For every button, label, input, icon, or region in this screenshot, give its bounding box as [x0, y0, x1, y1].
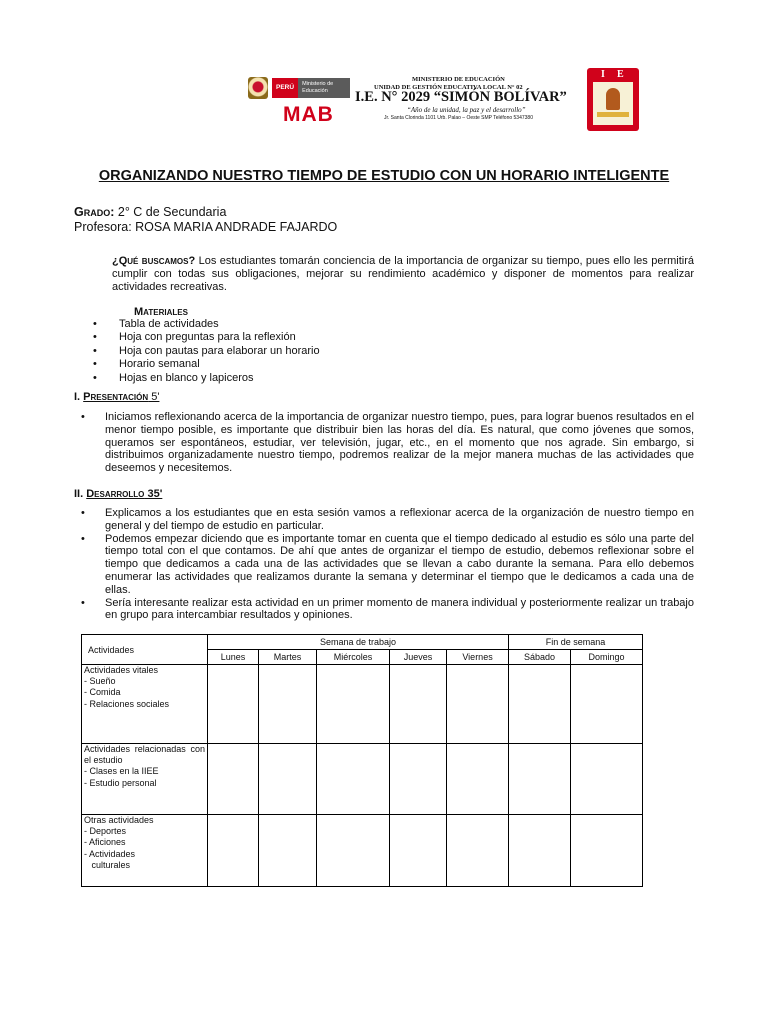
ministry-logo: [248, 77, 350, 99]
day-header: Domingo: [571, 650, 643, 665]
peru-label: PERÚ: [272, 78, 298, 98]
table-row: [82, 744, 643, 815]
day-header: Jueves: [390, 650, 447, 665]
activities-table: [81, 634, 643, 887]
schedule-cell[interactable]: [259, 744, 317, 815]
crest-letter-i: I: [601, 69, 605, 80]
list-item: • Horario semanal: [93, 358, 320, 371]
year-motto: “Año de la unidad, la paz y el desarrollo”: [407, 106, 526, 114]
schedule-cell[interactable]: [509, 744, 571, 815]
row-item: - Clases en la IIEE: [84, 766, 159, 777]
day-header: Lunes: [208, 650, 259, 665]
row-label-otras: [82, 815, 208, 887]
school-name: I.E. N° 2029 “SIMÓN BOLÍVAR”: [355, 89, 567, 105]
list-item: • Hojas en blanco y lapiceros: [93, 372, 320, 385]
presentacion-number: I.: [74, 391, 84, 403]
crest-letter-e: E: [617, 69, 624, 80]
que-buscamos-paragraph: [112, 255, 694, 293]
school-crest-icon: [587, 68, 639, 131]
desarrollo-label: Desarrollo: [86, 488, 145, 500]
row-title: Actividades relacionadas con el estudio: [84, 744, 205, 766]
desarrollo-list: [78, 507, 694, 622]
profesora-line: [74, 220, 337, 234]
mab-logo: MAB: [283, 103, 334, 126]
table-row: [82, 815, 643, 887]
header-ugel: UNIDAD DE GESTIÓN EDUCATIVA LOCAL N° 02: [374, 84, 523, 91]
list-item: • Podemos empezar diciendo que es importante tomar en cuenta que el tiempo dedicado al estudio es sólo una parte del tiempo total con el que contamos. De ahí que antes de organizar el tiempo de estudio, debemos reflexionar sobre el tiempo que dedicamos a cada una de las actividades que se llevan a cabo durante la semana. Para ello debemos enumerar las actividades que realizamos durante la semana y determinar el tiempo que le dedicamos a cada una de ellas.: [78, 533, 694, 597]
grado-label: Grado:: [74, 205, 115, 219]
schedule-cell[interactable]: [447, 744, 509, 815]
schedule-cell[interactable]: [317, 665, 390, 744]
document-title: ORGANIZANDO NUESTRO TIEMPO DE ESTUDIO CON UN HORARIO INTELIGENTE: [98, 168, 670, 184]
que-buscamos-label: ¿Qué buscamos?: [112, 255, 196, 267]
schedule-cell[interactable]: [509, 665, 571, 744]
presentacion-time: 5': [148, 391, 160, 403]
weekend-group-header: Fin de semana: [509, 635, 643, 650]
schedule-cell[interactable]: [208, 665, 259, 744]
row-item: - Actividades: [84, 848, 136, 859]
profesora-label: Profesora:: [74, 220, 132, 234]
row-label-vitales: [82, 665, 208, 744]
row-label-estudio: [82, 744, 208, 815]
row-item: - Deportes: [84, 826, 127, 837]
schedule-cell[interactable]: [447, 665, 509, 744]
schedule-cell[interactable]: [509, 815, 571, 887]
list-item: • Explicamos a los estudiantes que en esta sesión vamos a reflexionar acerca de la organización de nuestro tiempo en general y del tiempo de estudio en particular.: [78, 507, 694, 533]
school-address: Jr. Santa Clorinda 1101 Urb. Palao – Oeste SMP Teléfono 5347380: [384, 115, 533, 121]
desarrollo-heading: [74, 488, 162, 500]
schedule-cell[interactable]: [571, 665, 643, 744]
day-header: Sábado: [509, 650, 571, 665]
col-activities-header: Actividades: [82, 635, 208, 665]
peru-shield-icon: [248, 77, 268, 99]
presentacion-list: [78, 411, 694, 475]
table-row: [82, 665, 643, 744]
schedule-cell[interactable]: [390, 815, 447, 887]
schedule-cell[interactable]: [447, 815, 509, 887]
ministry-label: Ministerio de Educación: [298, 78, 350, 98]
materiales-list: [93, 318, 320, 385]
row-item: culturales: [84, 859, 131, 870]
list-item: • Tabla de actividades: [93, 318, 320, 331]
desarrollo-number: II.: [74, 488, 87, 500]
grado-value: 2° C de Secundaria: [114, 205, 227, 219]
list-item: • Hoja con preguntas para la reflexión: [93, 331, 320, 344]
day-header: Viernes: [447, 650, 509, 665]
list-item: • Iniciamos reflexionando acerca de la importancia de organizar nuestro tiempo, pues, para lograr buenos resultados en el menor tiempo posible, es importante que distribuir bien las horas del día. Es natural, que como jóvenes que somos, queramos ser espontáneos, estudiar, ver televisión, jugar, etc., en el momento que nos agrade. Sin embargo, si distribuimos organizadamente nuestro tiempo, podremos realizar de la mejor manera muchas de las actividades que deseemos y necesitemos.: [78, 411, 694, 475]
row-title: Actividades vitales: [84, 665, 159, 675]
row-item: - Relaciones sociales: [84, 698, 170, 709]
materiales-heading: Materiales: [134, 306, 188, 318]
schedule-cell[interactable]: [390, 665, 447, 744]
row-item: - Aficiones: [84, 837, 126, 848]
day-header: Miércoles: [317, 650, 390, 665]
list-item: • Sería interesante realizar esta actividad en un primer momento de manera individual y posteriormente realizar un trabajo en grupo para intercambiar resultados y opiniones.: [78, 597, 694, 623]
schedule-cell[interactable]: [571, 744, 643, 815]
presentacion-label: Presentación: [83, 391, 149, 403]
row-item: - Comida: [84, 687, 121, 698]
schedule-cell[interactable]: [208, 815, 259, 887]
list-item: • Hoja con pautas para elaborar un horario: [93, 345, 320, 358]
presentacion-heading: [74, 391, 159, 403]
desarrollo-time: 35': [144, 488, 163, 500]
schedule-cell[interactable]: [259, 665, 317, 744]
que-buscamos-text: Los estudiantes tomarán conciencia de la importancia de organizar su tiempo, pues ello les permitirá cumplir con todas sus obligaciones, mejorar su rendimiento académico y disponer de momentos para realizar actividades recreativas.: [112, 255, 694, 293]
day-header: Martes: [259, 650, 317, 665]
schedule-cell[interactable]: [208, 744, 259, 815]
grado-line: [74, 205, 226, 219]
schedule-cell[interactable]: [571, 815, 643, 887]
row-item: - Sueño: [84, 676, 116, 687]
row-item: - Estudio personal: [84, 777, 157, 788]
row-title: Otras actividades: [84, 815, 154, 825]
schedule-cell[interactable]: [390, 744, 447, 815]
week-group-header: Semana de trabajo: [208, 635, 509, 650]
schedule-cell[interactable]: [317, 744, 390, 815]
schedule-cell[interactable]: [259, 815, 317, 887]
profesora-value: ROSA MARIA ANDRADE FAJARDO: [131, 220, 338, 234]
header-ministry: MINISTERIO DE EDUCACIÓN: [412, 76, 505, 83]
schedule-cell[interactable]: [317, 815, 390, 887]
